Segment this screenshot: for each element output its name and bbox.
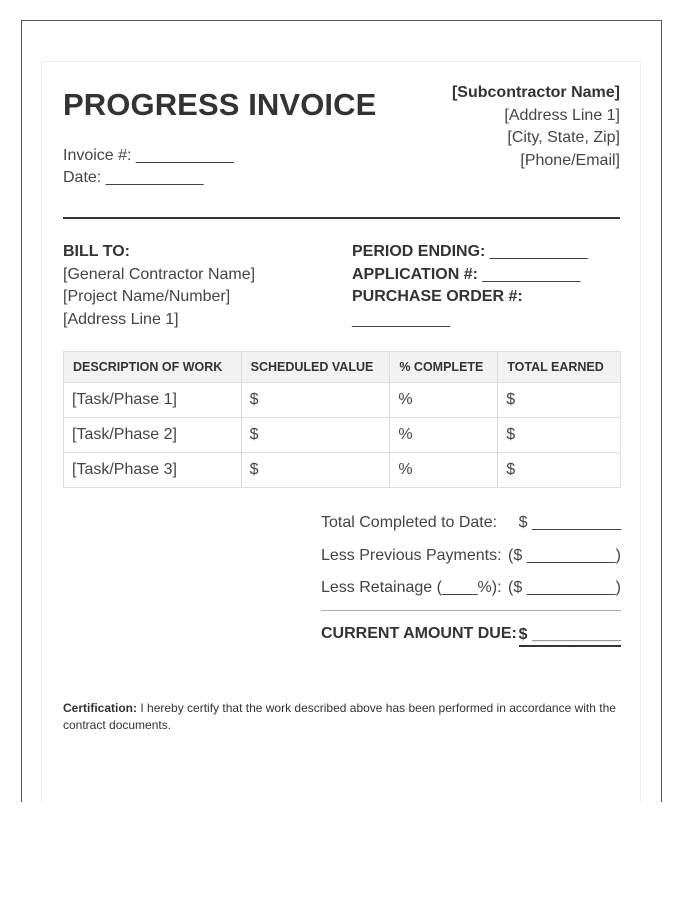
- bill-to-label: BILL TO:: [63, 243, 130, 260]
- header-scheduled-value: SCHEDULED VALUE: [241, 352, 390, 383]
- less-retainage-value[interactable]: ($ __________): [508, 579, 621, 596]
- task-description-cell[interactable]: [Task/Phase 2]: [64, 418, 242, 453]
- application-label: APPLICATION #:: [352, 265, 478, 283]
- billing-section: [63, 241, 620, 331]
- subcontractor-city: [City, State, Zip]: [507, 129, 620, 146]
- percent-complete-cell[interactable]: %: [390, 383, 498, 418]
- application-blank: ___________: [482, 265, 581, 283]
- certification-label: Certification:: [63, 700, 138, 715]
- total-completed-row: [321, 512, 621, 545]
- table-row: [64, 453, 621, 488]
- current-due-row: [321, 625, 621, 647]
- header-percent-complete: % COMPLETE: [390, 352, 498, 383]
- subcontractor-name: [Subcontractor Name]: [451, 84, 620, 101]
- document-viewer-frame: [21, 20, 662, 802]
- scheduled-value-cell[interactable]: $: [241, 418, 390, 453]
- total-completed-value[interactable]: $ __________: [518, 514, 621, 531]
- invoice-title-block: [63, 86, 376, 189]
- subcontractor-block: [452, 82, 620, 172]
- current-due-value[interactable]: $ __________: [519, 625, 621, 647]
- task-description-cell[interactable]: [Task/Phase 1]: [64, 383, 242, 418]
- bill-to-project: [Project Name/Number]: [63, 288, 231, 305]
- current-due-label: CURRENT AMOUNT DUE:: [321, 624, 517, 642]
- purchase-order-field[interactable]: ___________: [352, 310, 450, 328]
- table-header-row: [64, 352, 621, 383]
- total-earned-cell[interactable]: $: [498, 383, 621, 418]
- table-row: [64, 383, 621, 418]
- totals-summary: [321, 512, 621, 647]
- subcontractor-address: [Address Line 1]: [504, 106, 620, 124]
- bill-to-address: [Address Line 1]: [63, 310, 179, 328]
- subcontractor-contact: [Phone/Email]: [520, 151, 620, 169]
- invoice-number-field[interactable]: Invoice #: ___________: [63, 147, 234, 164]
- total-earned-cell[interactable]: $: [498, 418, 621, 453]
- less-retainage-row: [321, 577, 621, 610]
- percent-complete-cell[interactable]: %: [390, 453, 498, 488]
- period-block: [352, 241, 588, 331]
- purchase-order-label: PURCHASE ORDER #:: [352, 288, 523, 305]
- invoice-header: [63, 86, 620, 189]
- total-earned-cell[interactable]: $: [498, 453, 621, 488]
- invoice-page: [41, 61, 641, 802]
- percent-complete-cell[interactable]: %: [390, 418, 498, 453]
- period-ending-field[interactable]: [352, 241, 588, 264]
- period-ending-blank: ___________: [489, 243, 588, 260]
- header-total-earned: TOTAL EARNED: [498, 352, 621, 383]
- scheduled-value-cell[interactable]: $: [241, 453, 390, 488]
- header-description: DESCRIPTION OF WORK: [64, 352, 242, 383]
- less-previous-value[interactable]: ($ __________): [508, 546, 621, 564]
- invoice-date-field[interactable]: Date: ___________: [63, 169, 204, 186]
- invoice-meta: [63, 145, 376, 189]
- less-previous-row: [321, 545, 621, 578]
- less-retainage-label: Less Retainage (____%):: [321, 579, 502, 596]
- table-row: [64, 418, 621, 453]
- certification-text: I hereby certify that the work described above has been performed in accordance with the contract documents.: [63, 700, 616, 732]
- scheduled-value-cell[interactable]: $: [241, 383, 390, 418]
- period-ending-label: PERIOD ENDING:: [352, 243, 486, 260]
- application-number-field[interactable]: [352, 264, 588, 287]
- invoice-title: PROGRESS INVOICE: [63, 87, 377, 122]
- bill-to-contractor: [General Contractor Name]: [63, 265, 256, 283]
- work-table: [63, 351, 621, 488]
- less-previous-label: Less Previous Payments:: [321, 546, 502, 564]
- total-completed-label: Total Completed to Date:: [321, 514, 498, 531]
- task-description-cell[interactable]: [Task/Phase 3]: [64, 453, 242, 488]
- header-divider: [63, 217, 620, 219]
- bill-to-block: [63, 241, 352, 331]
- certification-statement: [63, 700, 620, 735]
- summary-divider: [321, 610, 621, 611]
